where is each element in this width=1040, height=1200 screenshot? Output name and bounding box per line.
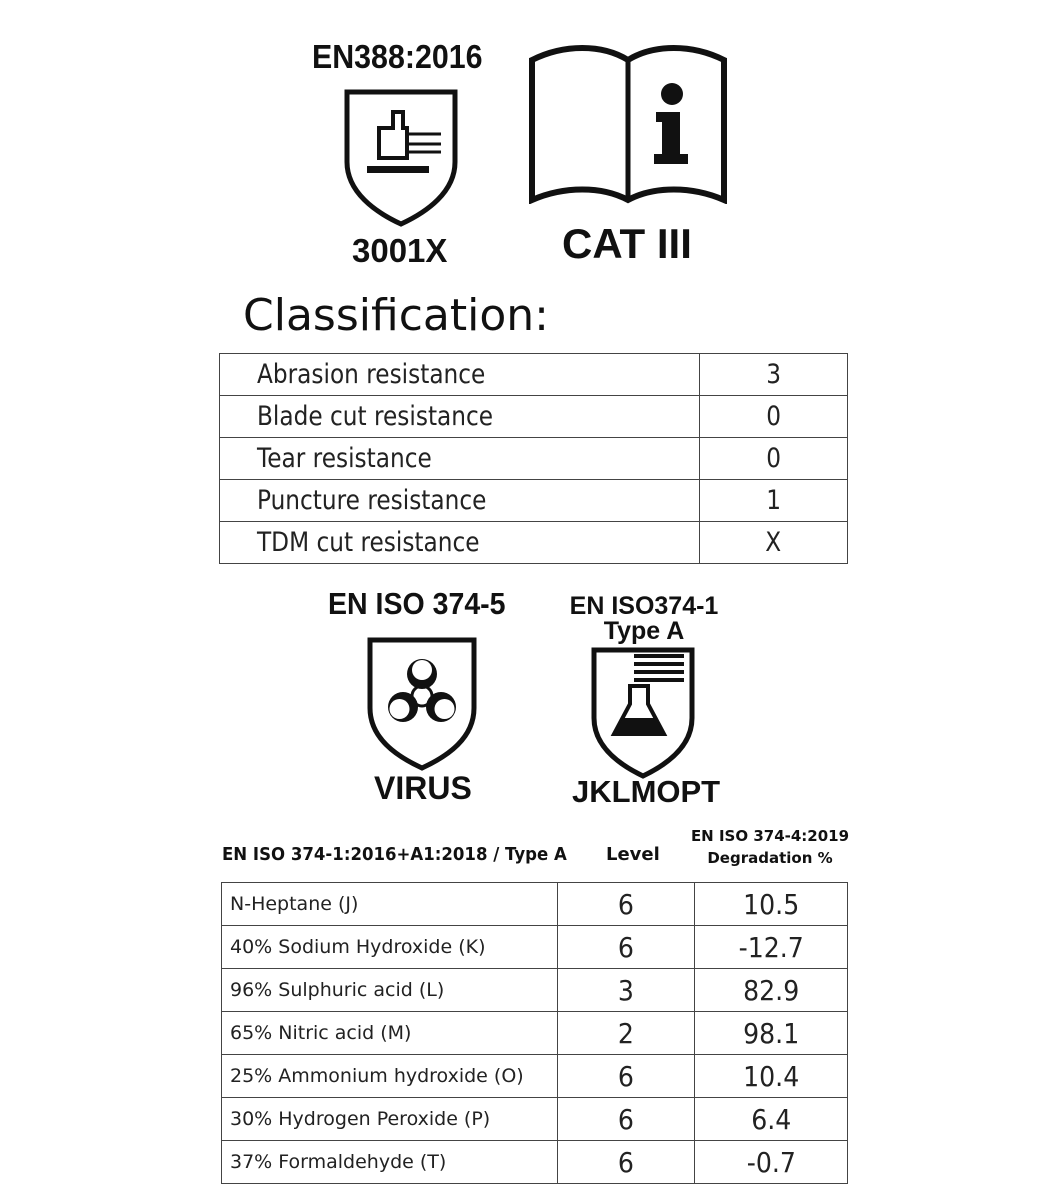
chemical-level: 6	[617, 1059, 635, 1093]
chemical-level: 6	[617, 930, 635, 964]
iso374-5-title: EN ISO 374-5	[328, 586, 506, 621]
chemical-degradation: 82.9	[742, 973, 800, 1007]
category-label: CAT III	[562, 220, 692, 267]
chemical-degradation: 98.1	[742, 1016, 800, 1050]
classification-label: Blade cut resistance	[257, 401, 494, 432]
classification-row	[220, 396, 848, 438]
en388-code: 3001X	[352, 232, 448, 269]
chemical-level: 2	[617, 1016, 635, 1050]
classification-value: 3	[766, 359, 781, 390]
chem-header-standard: EN ISO 374-1:2016+A1:2018 / Type A	[222, 844, 567, 865]
classification-title: Classification:	[243, 290, 549, 341]
chemical-level: 6	[617, 1145, 635, 1179]
en388-shield-icon	[343, 88, 459, 228]
classification-row	[220, 480, 848, 522]
classification-value: 0	[766, 443, 781, 474]
chemical-row	[222, 1012, 848, 1055]
chemical-level: 6	[617, 1102, 635, 1136]
chem-header-level: Level	[606, 844, 660, 865]
classification-value: 0	[766, 401, 781, 432]
classification-table	[219, 353, 848, 564]
classification-label: Abrasion resistance	[257, 359, 486, 390]
chemical-name: 37% Formaldehyde (T)	[222, 1141, 558, 1184]
chemical-row	[222, 1055, 848, 1098]
classification-label: TDM cut resistance	[257, 527, 480, 558]
chemical-name: 96% Sulphuric acid (L)	[222, 969, 558, 1012]
classification-value: 1	[766, 485, 781, 516]
chemical-name: 25% Ammonium hydroxide (O)	[222, 1055, 558, 1098]
classification-label: Tear resistance	[257, 443, 432, 474]
chemical-row	[222, 969, 848, 1012]
chemical-row	[222, 926, 848, 969]
chemical-name: 65% Nitric acid (M)	[222, 1012, 558, 1055]
classification-value: X	[765, 527, 782, 558]
chemical-degradation: 10.4	[742, 1059, 800, 1093]
chemical-name: N-Heptane (J)	[222, 883, 558, 926]
chemical-row	[222, 883, 848, 926]
chemical-name: 40% Sodium Hydroxide (K)	[222, 926, 558, 969]
iso374-1-title-line2: Type A	[603, 617, 685, 645]
chemical-degradation: 6.4	[750, 1102, 792, 1136]
chemical-row	[222, 1141, 848, 1184]
en388-title: EN388:2016	[312, 38, 483, 75]
classification-row	[220, 522, 848, 564]
info-manual-icon	[528, 40, 728, 204]
chemical-degradation: -0.7	[746, 1145, 796, 1179]
chemical-degradation: -12.7	[738, 930, 804, 964]
chemical-resistance-table	[221, 882, 848, 1184]
chemical-row	[222, 1098, 848, 1141]
chem-header-degradation-line2: Degradation %	[707, 849, 833, 867]
classification-row	[220, 438, 848, 480]
flask-icon	[590, 646, 696, 780]
chemical-level: 6	[617, 887, 635, 921]
classification-row	[220, 354, 848, 396]
chemical-name: 30% Hydrogen Peroxide (P)	[222, 1098, 558, 1141]
chemical-level: 3	[617, 973, 635, 1007]
biohazard-icon	[366, 636, 478, 772]
classification-label: Puncture resistance	[257, 485, 487, 516]
iso374-1-title-line1: EN ISO374-1	[569, 592, 719, 620]
iso374-5-label: VIRUS	[374, 770, 472, 806]
iso374-1-label: JKLMOPT	[572, 774, 721, 809]
chem-header-degradation-line1: EN ISO 374-4:2019	[690, 827, 850, 845]
chemical-degradation: 10.5	[742, 887, 800, 921]
